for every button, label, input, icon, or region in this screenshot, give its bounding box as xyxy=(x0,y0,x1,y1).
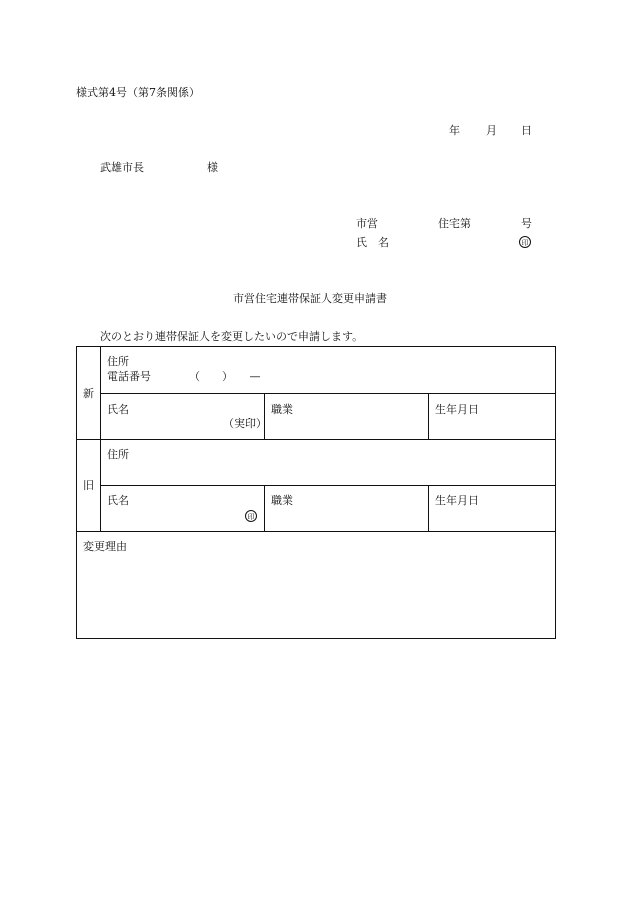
old-name-label: 氏名 xyxy=(107,494,129,507)
new-occupation-label: 職業 xyxy=(271,403,293,416)
column-divider xyxy=(428,393,429,439)
old-seal-icon: 印 xyxy=(245,510,257,522)
row-divider xyxy=(100,485,556,486)
change-reason-label: 変更理由 xyxy=(83,540,127,553)
addressee-honorific: 様 xyxy=(207,161,218,174)
new-phone-format: （ ） — xyxy=(189,370,261,383)
date-month-label: 月 xyxy=(486,124,497,137)
row-divider xyxy=(100,393,556,394)
old-address-label: 住所 xyxy=(107,448,129,461)
section-divider xyxy=(77,439,556,440)
guarantor-change-table xyxy=(76,346,556,639)
column-divider xyxy=(428,485,429,531)
form-number: 様式第4号（第7条関係） xyxy=(76,86,200,99)
new-address-label: 住所 xyxy=(107,355,129,368)
applicant-housing-label: 市営 xyxy=(356,217,378,230)
new-seal-label: （実印） xyxy=(223,417,267,430)
old-occupation-label: 職業 xyxy=(271,494,293,507)
applicant-housing-number-label: 住宅第 xyxy=(438,217,471,230)
section-divider xyxy=(77,531,556,532)
form-title: 市営住宅連帯保証人変更申請書 xyxy=(233,292,387,305)
column-divider xyxy=(264,485,265,531)
applicant-number-suffix: 号 xyxy=(521,217,532,230)
applicant-seal-icon: 印 xyxy=(519,236,531,248)
intro-text: 次のとおり連帯保証人を変更したいので申請します。 xyxy=(100,330,364,343)
new-section-label: 新 xyxy=(83,387,94,400)
column-divider xyxy=(264,393,265,439)
addressee-title: 武雄市長 xyxy=(100,161,144,174)
new-phone-label: 電話番号 xyxy=(107,370,151,383)
date-year-label: 年 xyxy=(449,124,460,137)
date-day-label: 日 xyxy=(521,124,532,137)
old-birthdate-label: 生年月日 xyxy=(435,494,479,507)
applicant-name-label: 氏 名 xyxy=(356,236,389,249)
new-birthdate-label: 生年月日 xyxy=(435,403,479,416)
old-section-label: 旧 xyxy=(83,479,94,492)
side-column-divider xyxy=(100,347,101,531)
new-name-label: 氏名 xyxy=(107,403,129,416)
